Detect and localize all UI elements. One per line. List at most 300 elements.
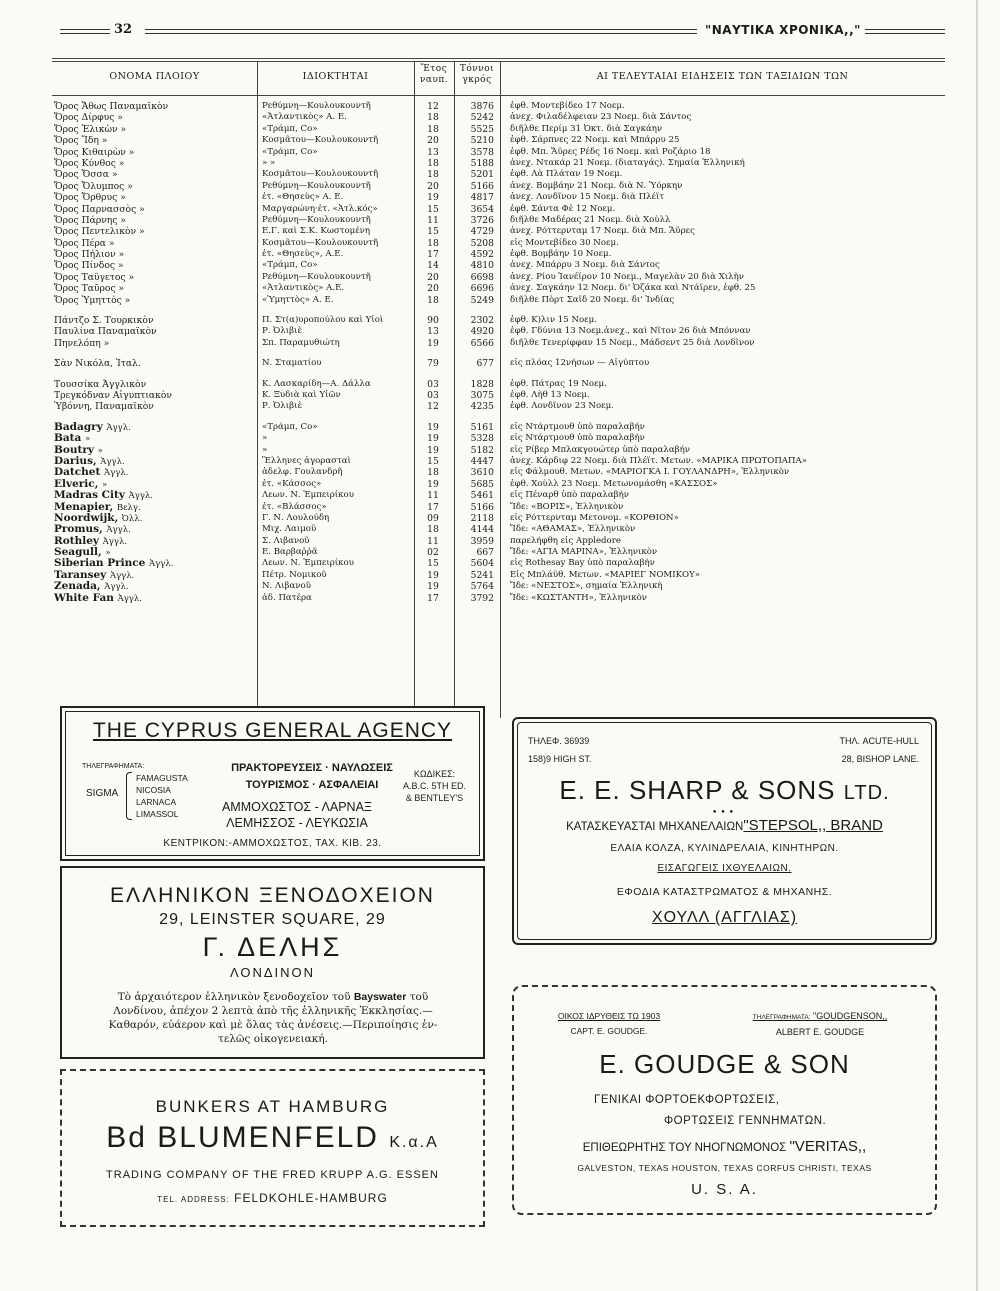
build-year: 18 xyxy=(427,112,439,124)
ship-name: Ὄρος Πέρα » xyxy=(54,237,115,249)
blumenfeld-bunkers: BUNKERS AT HAMBURG xyxy=(155,1097,390,1116)
voyage-news: ἀνεχ. Ντακάρ 21 Νοεμ. (διαταγάς). Σημαία Ἑλληνική xyxy=(510,157,745,168)
gross-tons: 3792 xyxy=(470,592,494,604)
build-year: 03 xyxy=(427,389,439,401)
build-year: 79 xyxy=(427,358,439,370)
table-row xyxy=(52,112,945,123)
table-row xyxy=(52,581,945,592)
build-year: 18 xyxy=(427,294,439,306)
ship-owner: «Τράμπ, Co» xyxy=(262,260,318,271)
table-row xyxy=(52,390,945,401)
ship-owner: Π. Στ(α)υροπούλου καὶ Υἱοὶ xyxy=(262,315,384,326)
build-year: 19 xyxy=(427,421,439,433)
gross-tons: 4592 xyxy=(470,249,494,261)
gross-tons: 4235 xyxy=(470,401,494,413)
ship-name: Ὄρος Πεντελικὸν » xyxy=(54,226,145,238)
ad-cyprus-general-agency xyxy=(60,706,485,861)
gross-tons: 3610 xyxy=(470,467,494,479)
gross-tons: 4810 xyxy=(470,260,494,272)
ship-name: Ὄρος Πίνδος » xyxy=(54,260,124,272)
build-year: 11 xyxy=(427,214,439,226)
voyage-news: εἰς Rothesay Bay ὑπὸ παραλαβήν xyxy=(510,558,655,569)
table-row xyxy=(52,101,945,112)
gross-tons: 5685 xyxy=(470,478,494,490)
table-row xyxy=(52,558,945,569)
table-row xyxy=(52,570,945,581)
ship-name: Ὄρος Ὑμηττὸς » xyxy=(54,294,131,306)
ship-name: Seagull, » xyxy=(54,547,111,559)
gross-tons: 3654 xyxy=(470,203,494,215)
build-year: 18 xyxy=(427,467,439,479)
build-year: 20 xyxy=(427,271,439,283)
build-year: 15 xyxy=(427,455,439,467)
ship-owner: Ε. Βαρβαῤῥᾶ xyxy=(262,547,318,558)
build-year: 19 xyxy=(427,433,439,445)
table-row xyxy=(52,502,945,513)
page-header xyxy=(60,22,945,42)
gross-tons: 5764 xyxy=(470,581,494,593)
ship-name: Ὄρος Ὄλυμπος » xyxy=(54,180,133,192)
cyprus-city: LIMASSOL xyxy=(136,809,179,819)
voyage-news: ἐφθ. Σάρπνες 22 Νοεμ. καὶ Μπάρρυ 25 xyxy=(510,135,680,146)
table-row xyxy=(52,295,945,306)
ship-owner: Ε.Γ. καὶ Σ.Κ. Κωστομένη xyxy=(262,226,371,237)
gross-tons: 4817 xyxy=(470,192,494,204)
gross-tons: 3578 xyxy=(470,146,494,158)
ship-name: Menapier, Βελγ. xyxy=(54,501,141,513)
voyage-news: ἐφθ. Κ)λιν 15 Νοεμ. xyxy=(510,315,597,326)
build-year: 17 xyxy=(427,249,439,261)
ship-owner: ἐτ. «Βλάσσος» xyxy=(262,501,327,512)
goudge-right: ΤΗΛΕΓΡΑΦΗΜΑΤΑ: "GOUDGENSON,, ALBERT E. GOUDGE xyxy=(752,1011,888,1037)
col-header-year: Ἔτος ναυπ. xyxy=(419,64,449,85)
voyage-news: ἐφθ. Βομβάην 10 Νοεμ. xyxy=(510,249,612,260)
ship-owner: Ρεθύμνη—Κουλουκουντῆ xyxy=(262,101,371,111)
voyage-news: διῆλθε Περίμ 31 Ὀκτ. διὰ Σαγκάην xyxy=(510,123,663,134)
gross-tons: 4920 xyxy=(470,326,494,338)
build-year: 20 xyxy=(427,180,439,192)
hotel-title: ΕΛΛΗΝΙΚΟΝ ΞΕΝΟΔΟΧΕΙΟΝ xyxy=(110,884,435,907)
voyage-news: παρελήφθη εἰς Appledore xyxy=(510,535,621,546)
table-row xyxy=(52,192,945,203)
ship-owner: » xyxy=(262,444,268,455)
ship-name: Ὄρος Ἑλικὼν » xyxy=(54,123,127,135)
ad-blumenfeld xyxy=(60,1069,485,1227)
table-row xyxy=(52,315,945,326)
build-year: 11 xyxy=(427,490,439,502)
voyage-news: ἐφθ. Πάτρας 19 Νοεμ. xyxy=(510,378,607,389)
gross-tons: 6566 xyxy=(470,337,494,349)
ship-name: Σὰν Νικόλα, Ἰταλ. xyxy=(54,358,141,370)
ad-sharp-sons: ΤΗΛΕΦ. 36939 158)9 HIGH ST. ΤΗΛ. ACUTE-HULL 28, BISHOP LANE. E. E. SHARP & SONS LTD. ••• ΚΑΤΑΣΚΕΥΑΣΤΑΙ ΜΗΧΑΝΕΛΑΙΩΝ"STEPSOL,, BRAND ΕΛΑΙΑ ΚΟΛΖΑ, ΚΥΛΙΝΔΡΕΛΑΙΑ, ΚΙΝΗΤΗΡΩΝ. ΕΙΣΑΓΩΓΕΙΣ ΙΧΘΥΕΛΑΙΩΝ. ΕΦΟΔΙΑ ΚΑΤΑΣΤΡΩΜΑΤΟΣ & ΜΗΧΑΝΗΣ. ΧΟΥΛΛ (ΑΓΓΛΙΑΣ) xyxy=(512,717,937,945)
build-year: 09 xyxy=(427,512,439,524)
cyprus-city: NICOSIA xyxy=(136,785,171,795)
table-row xyxy=(52,272,945,283)
build-year: 18 xyxy=(427,169,439,181)
voyage-news: διῆλθε Πὸρτ Σαΐδ 20 Νοεμ. δι' Ἰνδίας xyxy=(510,294,675,305)
table-row xyxy=(52,379,945,390)
header-rule-middle xyxy=(145,29,697,34)
ship-owner: «Ἀτλαντικὸς» Α. Ε. xyxy=(262,112,347,123)
voyage-news: διῆλθε Μαδέρας 21 Νοεμ. διὰ Χοὺλλ xyxy=(510,214,671,225)
table-row xyxy=(52,181,945,192)
voyage-news: εἰς Ντάρτμουθ ὑπὸ παραλαβήν xyxy=(510,421,645,432)
header-rule-right xyxy=(865,29,945,34)
table-row xyxy=(52,593,945,604)
ship-name: Πηνελόπη » xyxy=(54,337,110,349)
table-row xyxy=(52,401,945,412)
cyprus-places: ΑΜΜΟΧΩΣΤΟΣ - ΛΑΡΝΑΞ ΛΕΜΗΣΣΟΣ - ΛΕΥΚΩΣΙΑ xyxy=(221,800,373,830)
table-body xyxy=(52,101,945,613)
build-year: 15 xyxy=(427,203,439,215)
table-row xyxy=(52,433,945,444)
voyage-news: Ἴδε: «ΝΕΣΤΟΣ», σημαία Ἑλληνικὴ xyxy=(510,581,663,592)
ship-owner: Κ. Λασκαρίδη—Α. Δάλλα xyxy=(262,378,371,389)
gross-tons: 5242 xyxy=(470,112,494,124)
gross-tons: 5208 xyxy=(470,237,494,249)
table-row xyxy=(52,479,945,490)
ship-owner: Κοσμᾶτου—Κουλουκουντῆ xyxy=(262,169,379,180)
ship-name: Ὄρος Ἴδη » xyxy=(54,135,108,147)
ship-name: Madras City Ἀγγλ. xyxy=(54,490,154,502)
ship-name: Ὄρος Κύνθος » xyxy=(54,157,125,169)
ship-owner: Ρεθύμνη—Κουλουκουντῆ xyxy=(262,180,371,191)
ship-owner: ἐτ. «Κάσσος» xyxy=(262,478,322,489)
ship-owner: «Τράμπ, Co» xyxy=(262,123,318,134)
build-year: 15 xyxy=(427,558,439,570)
voyage-news: εἰς Ρίβερ Μπλακγουώτερ ὑπὸ παραλαβήν xyxy=(510,444,690,455)
build-year: 19 xyxy=(427,581,439,593)
build-year: 20 xyxy=(427,135,439,147)
gross-tons: 1828 xyxy=(470,378,494,390)
ship-owner: Ρ. Ὀλιβιὲ xyxy=(262,326,303,337)
gross-tons: 5461 xyxy=(470,490,494,502)
gross-tons: 3876 xyxy=(470,101,494,112)
ship-name: Ὄρος Πάρνης » xyxy=(54,214,127,226)
ship-name: Ὄρος Ταΰγετος » xyxy=(54,271,135,283)
ship-name: Taransey Ἀγγλ. xyxy=(54,569,135,581)
ship-owner: Λεων. Ν. Ἐμπειρίκου xyxy=(262,558,354,569)
sharp-line1: ΚΑΤΑΣΚΕΥΑΣΤΑΙ ΜΗΧΑΝΕΛΑΙΩΝ"STEPSOL,, BRAND xyxy=(566,817,883,834)
cyprus-services: ΠΡΑΚΤΟΡΕΥΣΕΙΣ · ΝΑΥΛΩΣΕΙΣ ΤΟΥΡΙΣΜΟΣ · ΑΣΦΑΛΕΙΑΙ xyxy=(231,762,393,791)
gross-tons: 3959 xyxy=(470,535,494,547)
ship-group xyxy=(52,422,945,604)
ship-name: Rothley Ἀγγλ. xyxy=(54,535,128,547)
voyage-news: ἀνεχ. Ρίου Ἰανέϊρον 10 Νοεμ., Μαγελὰν 20 διὰ Χιλὴν xyxy=(510,271,744,282)
table-row xyxy=(52,283,945,294)
gross-tons: 5166 xyxy=(470,501,494,513)
ship-owner: ἀδελφ. Γουλανδρῆ xyxy=(262,467,343,478)
ship-name: Badagry Ἀγγλ. xyxy=(54,421,131,433)
build-year: 02 xyxy=(427,547,439,559)
voyage-news: ἐφθ. Λὰ Πλάταν 19 Νοεμ. xyxy=(510,169,623,180)
ship-owner: «Τράμπ, Co» xyxy=(262,421,318,432)
cyprus-codes: ΚΩΔΙΚΕΣ: A.B.C. 5TH ED. & BENTLEY'S xyxy=(402,769,466,803)
ship-owner: Λεων. Ν. Ἐμπειρίκου xyxy=(262,490,354,501)
ship-owner: Μαργαρώνη·ἐτ. «Ἀτλ.κός» xyxy=(262,203,378,214)
ship-owner: Κοσμᾶτου—Κουλουκουντῆ xyxy=(262,135,379,146)
gross-tons: 2302 xyxy=(470,315,494,327)
voyage-news: Ἴδε: «ΑΘΑΜΑΣ», Ἑλληνικὸν xyxy=(510,524,636,535)
col-header-owner: ΙΔΙΟΚΤΗΤΑΙ xyxy=(302,71,369,82)
voyage-news: εἰς Μοντεβίδεο 30 Νοεμ. xyxy=(510,237,619,248)
cyprus-city: LARNACA xyxy=(136,797,177,807)
cyprus-cities xyxy=(136,772,188,820)
gross-tons: 5201 xyxy=(470,169,494,181)
blumenfeld-name: Bd BLUMENFELD K.α.A xyxy=(106,1121,439,1154)
table-row xyxy=(52,135,945,146)
ship-group xyxy=(52,358,945,369)
header-rule-left xyxy=(60,29,110,34)
table-row xyxy=(52,215,945,226)
sharp-line3: ΕΙΣΑΓΩΓΕΙΣ ΙΧΘΥΕΛΑΙΩΝ. xyxy=(657,863,792,874)
ship-name: Siberian Prince Ἀγγλ. xyxy=(54,558,174,570)
voyage-news: ἀνεχ. Φιλαδέλφειαν 23 Νοεμ. διὰ Σάντος xyxy=(510,112,692,123)
gross-tons: 5161 xyxy=(470,421,494,433)
ship-name: Τουσσίκα Ἀγγλικὸν xyxy=(54,378,147,390)
voyage-news: εἰς πλόας 12νήσων — Αἰγύπτου xyxy=(510,358,650,369)
table-row xyxy=(52,358,945,369)
voyage-news: Ἴδε: «ΚΩΣΤΑΝΤΗ», Ἑλληνικὸν xyxy=(510,592,648,603)
build-year: 17 xyxy=(427,592,439,604)
ship-name: Ὄρος Ταῦρος » xyxy=(54,283,125,295)
gross-tons: 4447 xyxy=(470,455,494,467)
table-row xyxy=(52,490,945,501)
build-year: 90 xyxy=(427,315,439,327)
page-edge xyxy=(976,0,978,1291)
cyprus-sigma: SIGMA xyxy=(86,788,119,799)
ship-owner: Σ. Λιβανοῦ xyxy=(262,535,310,546)
gross-tons: 6698 xyxy=(470,271,494,283)
ad-greek-hotel xyxy=(60,866,485,1059)
voyage-news: Ἴδε: «ΒΟΡΙΣ», Ἑλληνικὸν xyxy=(510,501,624,512)
ship-name: Ὄρος Ἄθως Παναμαϊκὸν xyxy=(54,101,169,112)
ship-news-table xyxy=(52,58,945,718)
blumenfeld-tel: TEL. ADDRESS: FELDKOHLE-HAMBURG xyxy=(157,1191,388,1205)
build-year: 12 xyxy=(427,401,439,413)
gross-tons: 667 xyxy=(476,547,494,559)
gross-tons: 3726 xyxy=(470,214,494,226)
voyage-news: ἐφθ. Μπ. Ἄϋρες Ρέδς 16 Νοεμ. καὶ Ροζάριο 18 xyxy=(510,146,711,157)
blumenfeld-trading: TRADING COMPANY OF THE FRED KRUPP A.G. ESSEN xyxy=(106,1169,439,1181)
build-year: 15 xyxy=(427,226,439,238)
build-year: 18 xyxy=(427,157,439,169)
ship-group xyxy=(52,315,945,349)
cyprus-central: ΚΕΝΤΡΙΚΟΝ:-ΑΜΜΟΧΩΣΤΟΣ, ΤΑΧ. ΚΙΒ. 23. xyxy=(163,838,382,849)
gross-tons: 6696 xyxy=(470,283,494,295)
sharp-name: E. E. SHARP & SONS LTD. xyxy=(559,775,890,805)
table-row xyxy=(52,158,945,169)
goudge-line4: GALVESTON, TEXAS HOUSTON, TEXAS CORFUS CHRISTI, TEXAS xyxy=(577,1163,872,1173)
table-row xyxy=(52,249,945,260)
ship-owner: Ρ. Ὀλιβιὲ xyxy=(262,401,303,412)
build-year: 11 xyxy=(427,535,439,547)
ship-name: Elveric, » xyxy=(54,478,108,490)
build-year: 18 xyxy=(427,524,439,536)
ship-owner: » xyxy=(262,433,268,444)
gross-tons: 5188 xyxy=(470,157,494,169)
ship-name: Τρεγκόδναν Αἰγυπτιακὸν xyxy=(54,389,172,401)
voyage-news: ἀνεχ. Σαγκάην 12 Νοεμ. δι' Ὀζάκα καὶ Ντάϊρεν, ἐφθ. 25 xyxy=(510,283,756,294)
ship-name: Zenada, Ἀγγλ. xyxy=(54,581,129,593)
gross-tons: 3075 xyxy=(470,389,494,401)
voyage-news: ἐφθ. Σάντα Φὲ 12 Νοεμ. xyxy=(510,203,616,214)
ship-name: Παυλίνα Παναμαϊκὸν xyxy=(54,326,157,338)
ship-name: Ὄρος Ὄσσα » xyxy=(54,169,118,181)
table-row xyxy=(52,260,945,271)
ship-owner: Γ. Ν. Λουλούδη xyxy=(262,512,330,523)
build-year: 18 xyxy=(427,237,439,249)
build-year: 20 xyxy=(427,283,439,295)
gross-tons: 2118 xyxy=(470,512,494,524)
ship-name: White Fan Ἀγγλ. xyxy=(54,592,142,604)
ship-owner: » » xyxy=(262,157,276,168)
voyage-news: εἰς Ντάρτμουθ ὑπὸ παραλαβήν xyxy=(510,433,645,444)
voyage-news: ἐφθ. Μοντεβίδεο 17 Νοεμ. xyxy=(510,101,625,111)
table-row xyxy=(52,169,945,180)
table-row xyxy=(52,226,945,237)
ship-name: Ὄρος Δίρφυς » xyxy=(54,112,123,124)
voyage-news: εἰς Πέναρθ ὑπὸ παραλαβήν xyxy=(510,490,629,501)
voyage-news: ἀνεχ. Λονδῖνον 15 Νοεμ. διὰ Πλέϊτ xyxy=(510,192,665,203)
table-row xyxy=(52,204,945,215)
voyage-news: εἰς Ρόττερνταμ Μετονομ. «ΚΟΡΘΙΟΝ» xyxy=(510,512,679,523)
ship-name: Πάντζο Σ. Τουρκικὸν xyxy=(54,315,154,327)
col-header-tons: Τόννοι γκρός xyxy=(459,64,495,85)
build-year: 13 xyxy=(427,326,439,338)
voyage-news: ἀνεχ. Μπάρρυ 3 Νοεμ. διὰ Σάντος xyxy=(510,260,660,271)
table-row xyxy=(52,456,945,467)
build-year: 14 xyxy=(427,260,439,272)
ship-owner: «Ἀτλαντικὸς» Α.Ε. xyxy=(262,283,345,294)
voyage-news: εἰς Φάλμουθ. Μετων. «ΜΑΡΙΟΓΚΑ Ι. ΓΟΥΛΑΝΔΡΗ», Ἑλληνικὸν xyxy=(510,467,790,478)
voyage-news: ἐφθ. Γδύνια 13 Νοεμ.ἀνεχ., καὶ Νῖτον 26 διὰ Μπόνναν xyxy=(510,326,751,337)
ship-name: Ὄρος Πήλιον » xyxy=(54,249,125,261)
ship-group xyxy=(52,379,945,413)
build-year: 19 xyxy=(427,192,439,204)
voyage-news: ἀνεχ. Ρόττερνταμ 17 Νοεμ. διὰ Μπ. Ἄϋρες xyxy=(510,226,695,237)
table-row xyxy=(52,238,945,249)
voyage-news: Εἰς Μπλάϋθ. Μετων. «ΜΑΡΙΕΓ ΝΟΜΙΚΟΥ» xyxy=(510,569,701,580)
col-header-news: ΑΙ ΤΕΛΕΥΤΑΙΑΙ ΕΙΔΗΣΕΙΣ ΤΩΝ ΤΑΞΙΔΙΩΝ ΤΩΝ xyxy=(596,71,849,82)
ship-owner: ἐτ. «Θησεὺς», Α.Ε. xyxy=(262,249,344,260)
gross-tons: 5166 xyxy=(470,180,494,192)
ship-name: Bata » xyxy=(54,433,91,445)
voyage-news: ἐφθ. Λονδῖνον 23 Νοεμ. xyxy=(510,401,614,412)
build-year: 12 xyxy=(427,101,439,112)
gross-tons: 5182 xyxy=(470,444,494,456)
hotel-description: Τὸ ἀρχαιότερον ἑλληνικὸν ξενοδοχεῖον τοῦ Bayswater τοῦ Λονδίνου, ἀπέχον 2 λεπτὰ ἀπὸ τῆς ἑλληνικῆς Ἐκκλησίας.— Καθαρόν, εὐάερον καὶ μὲ ὅλας τὰς ἀνέσεις.—Περιποίησις ἐν- τελῶς οἰκογενειακή. xyxy=(108,991,438,1045)
voyage-news: Ἴδε: «ΑΓΙΑ ΜΑΡΙΝΑ», Ἑλληνικὸν xyxy=(510,547,658,558)
ship-group xyxy=(52,101,945,306)
gross-tons: 677 xyxy=(476,358,494,370)
cyprus-title: THE CYPRUS GENERAL AGENCY xyxy=(92,719,453,742)
ship-owner: Πέτρ. Νομικοῦ xyxy=(262,569,327,580)
ship-owner: Μιχ. Λαιμοῦ xyxy=(262,524,317,535)
voyage-news: ἐφθ. Χοὺλλ 23 Νοεμ. Μετωνομάσθη «ΚΑΣΣΟΣ» xyxy=(510,478,718,489)
hotel-address: 29, LEINSTER SQUARE, 29 xyxy=(159,911,386,928)
build-year: 19 xyxy=(427,569,439,581)
build-year: 19 xyxy=(427,444,439,456)
gross-tons: 4729 xyxy=(470,226,494,238)
table-row xyxy=(52,547,945,558)
cyprus-city: FAMAGUSTA xyxy=(136,773,188,783)
gross-tons: 5241 xyxy=(470,569,494,581)
voyage-news: ἀνεχ. Κάρδιφ 22 Νοεμ. διὰ Πλέϊτ. Μετων. «ΜΑΡΙΚΑ ΠΡΩΤΟΠΑΠΑ» xyxy=(510,455,807,466)
table-row xyxy=(52,326,945,337)
ship-owner: ἐτ. «Θησεὺς» Α. Ε. xyxy=(262,192,344,203)
gross-tons: 5249 xyxy=(470,294,494,306)
goudge-line1: ΓΕΝΙΚΑΙ ΦΟΡΤΟΕΚΦΟΡΤΩΣΕΙΣ, xyxy=(594,1094,780,1106)
ship-name: Datchet Ἀγγλ. xyxy=(54,467,129,479)
gross-tons: 4144 xyxy=(470,524,494,536)
ship-name: Ὄρος Παρνασσὸς » xyxy=(54,203,145,215)
table-row xyxy=(52,445,945,456)
voyage-news: ἐφθ. Λὴθ 13 Νοεμ. xyxy=(510,389,590,400)
sharp-city: ΧΟΥΛΛ (ΑΓΓΛΙΑΣ) xyxy=(651,909,798,926)
build-year: 19 xyxy=(427,478,439,490)
ship-owner: ἀδ. Πατέρα xyxy=(262,592,312,603)
magazine-title: "ΝΑΥΤΙΚΑ ΧΡΟΝΙΚΑ,," xyxy=(705,23,861,37)
goudge-left: ΟΙΚΟΣ ΙΔΡΥΘΕΙΣ ΤΩ 1903 CAPT. E. GOUDGE. xyxy=(557,1011,661,1036)
ship-owner: «Ὑμηττὸς» Α. Ε. xyxy=(262,294,334,305)
ship-name: Darius, Ἀγγλ. xyxy=(54,455,125,467)
ship-name: Ὄρος Κιθαιρὼν » xyxy=(54,146,135,158)
build-year: 17 xyxy=(427,501,439,513)
voyage-news: διῆλθε Τενερίφφαν 15 Νοεμ., Μάδσεντ 25 διὰ Λονδῖνον xyxy=(510,337,755,348)
ship-name: Boutry » xyxy=(54,444,103,456)
page-number: 32 xyxy=(110,22,136,37)
sharp-line2: ΕΛΑΙΑ ΚΟΛΖΑ, ΚΥΛΙΝΔΡΕΛΑΙΑ, ΚΙΝΗΤΗΡΩΝ. xyxy=(610,843,839,854)
build-year: 19 xyxy=(427,337,439,349)
goudge-usa: U. S. A. xyxy=(691,1181,758,1198)
build-year: 03 xyxy=(427,378,439,390)
gross-tons: 5328 xyxy=(470,433,494,445)
goudge-line3: ΕΠΙΘΕΩΡΗΤΗΣ ΤΟΥ ΝΗΟΓΝΩΜΟΝΟΣ "VERITAS,, xyxy=(582,1138,867,1155)
table-row xyxy=(52,338,945,349)
ad-goudge-son xyxy=(512,985,937,1215)
gross-tons: 5604 xyxy=(470,558,494,570)
col-header-name: ΟΝΟΜΑ ΠΛΟΙΟΥ xyxy=(109,71,200,82)
hotel-owner: Γ. ΔΕΛΗΣ xyxy=(202,932,343,962)
ship-owner: Ν. Λιβανοῦ xyxy=(262,581,311,592)
ship-owner: Ἕλληνες ἀγορασταὶ xyxy=(262,455,351,466)
ship-name: Ὑβόννη, Παναμαϊκὸν xyxy=(54,401,154,413)
voyage-news: ἀνεχ. Βομβάην 21 Νοεμ. διὰ Ν. Ὑόρκην xyxy=(510,180,683,191)
sharp-left-contact: ΤΗΛΕΦ. 36939 158)9 HIGH ST. xyxy=(528,736,592,764)
gross-tons: 5525 xyxy=(470,123,494,135)
ship-name: Promus, Ἀγγλ. xyxy=(54,524,131,536)
table-row xyxy=(52,124,945,135)
sharp-line4: ΕΦΟΔΙΑ ΚΑΤΑΣΤΡΩΜΑΤΟΣ & ΜΗΧΑΝΗΣ. xyxy=(616,886,833,898)
ship-name: Ὄρος Ὄρθρυς » xyxy=(54,192,126,204)
table-row xyxy=(52,467,945,478)
sharp-right-contact: ΤΗΛ. ACUTE-HULL 28, BISHOP LANE. xyxy=(839,736,919,764)
table-row xyxy=(52,147,945,158)
gross-tons: 5210 xyxy=(470,135,494,147)
ship-owner: Ρεθύμνη—Κουλουκουντῆ xyxy=(262,214,371,225)
table-row xyxy=(52,422,945,433)
goudge-name: E. GOUDGE & SON xyxy=(599,1049,850,1079)
ship-owner: Ν. Σταματίου xyxy=(262,358,322,369)
goudge-line2: ΦΟΡΤΩΣΕΙΣ ΓΕΝΝΗΜΑΤΩΝ. xyxy=(664,1115,827,1127)
ship-owner: Κοσμᾶτου—Κουλουκουντῆ xyxy=(262,237,379,248)
ship-owner: «Τράμπ, Co» xyxy=(262,146,318,157)
ship-owner: Κ. Ξυδιὰ καὶ Υἱῶν xyxy=(262,389,341,400)
cyprus-tele-label: ΤΗΛΕΓΡΑΦΗΜΑΤΑ: xyxy=(82,763,145,770)
ship-name: Noordwijk, Ὀλλ. xyxy=(54,512,143,524)
ship-owner: Ρεθύμνη—Κουλουκουντῆ xyxy=(262,271,371,282)
